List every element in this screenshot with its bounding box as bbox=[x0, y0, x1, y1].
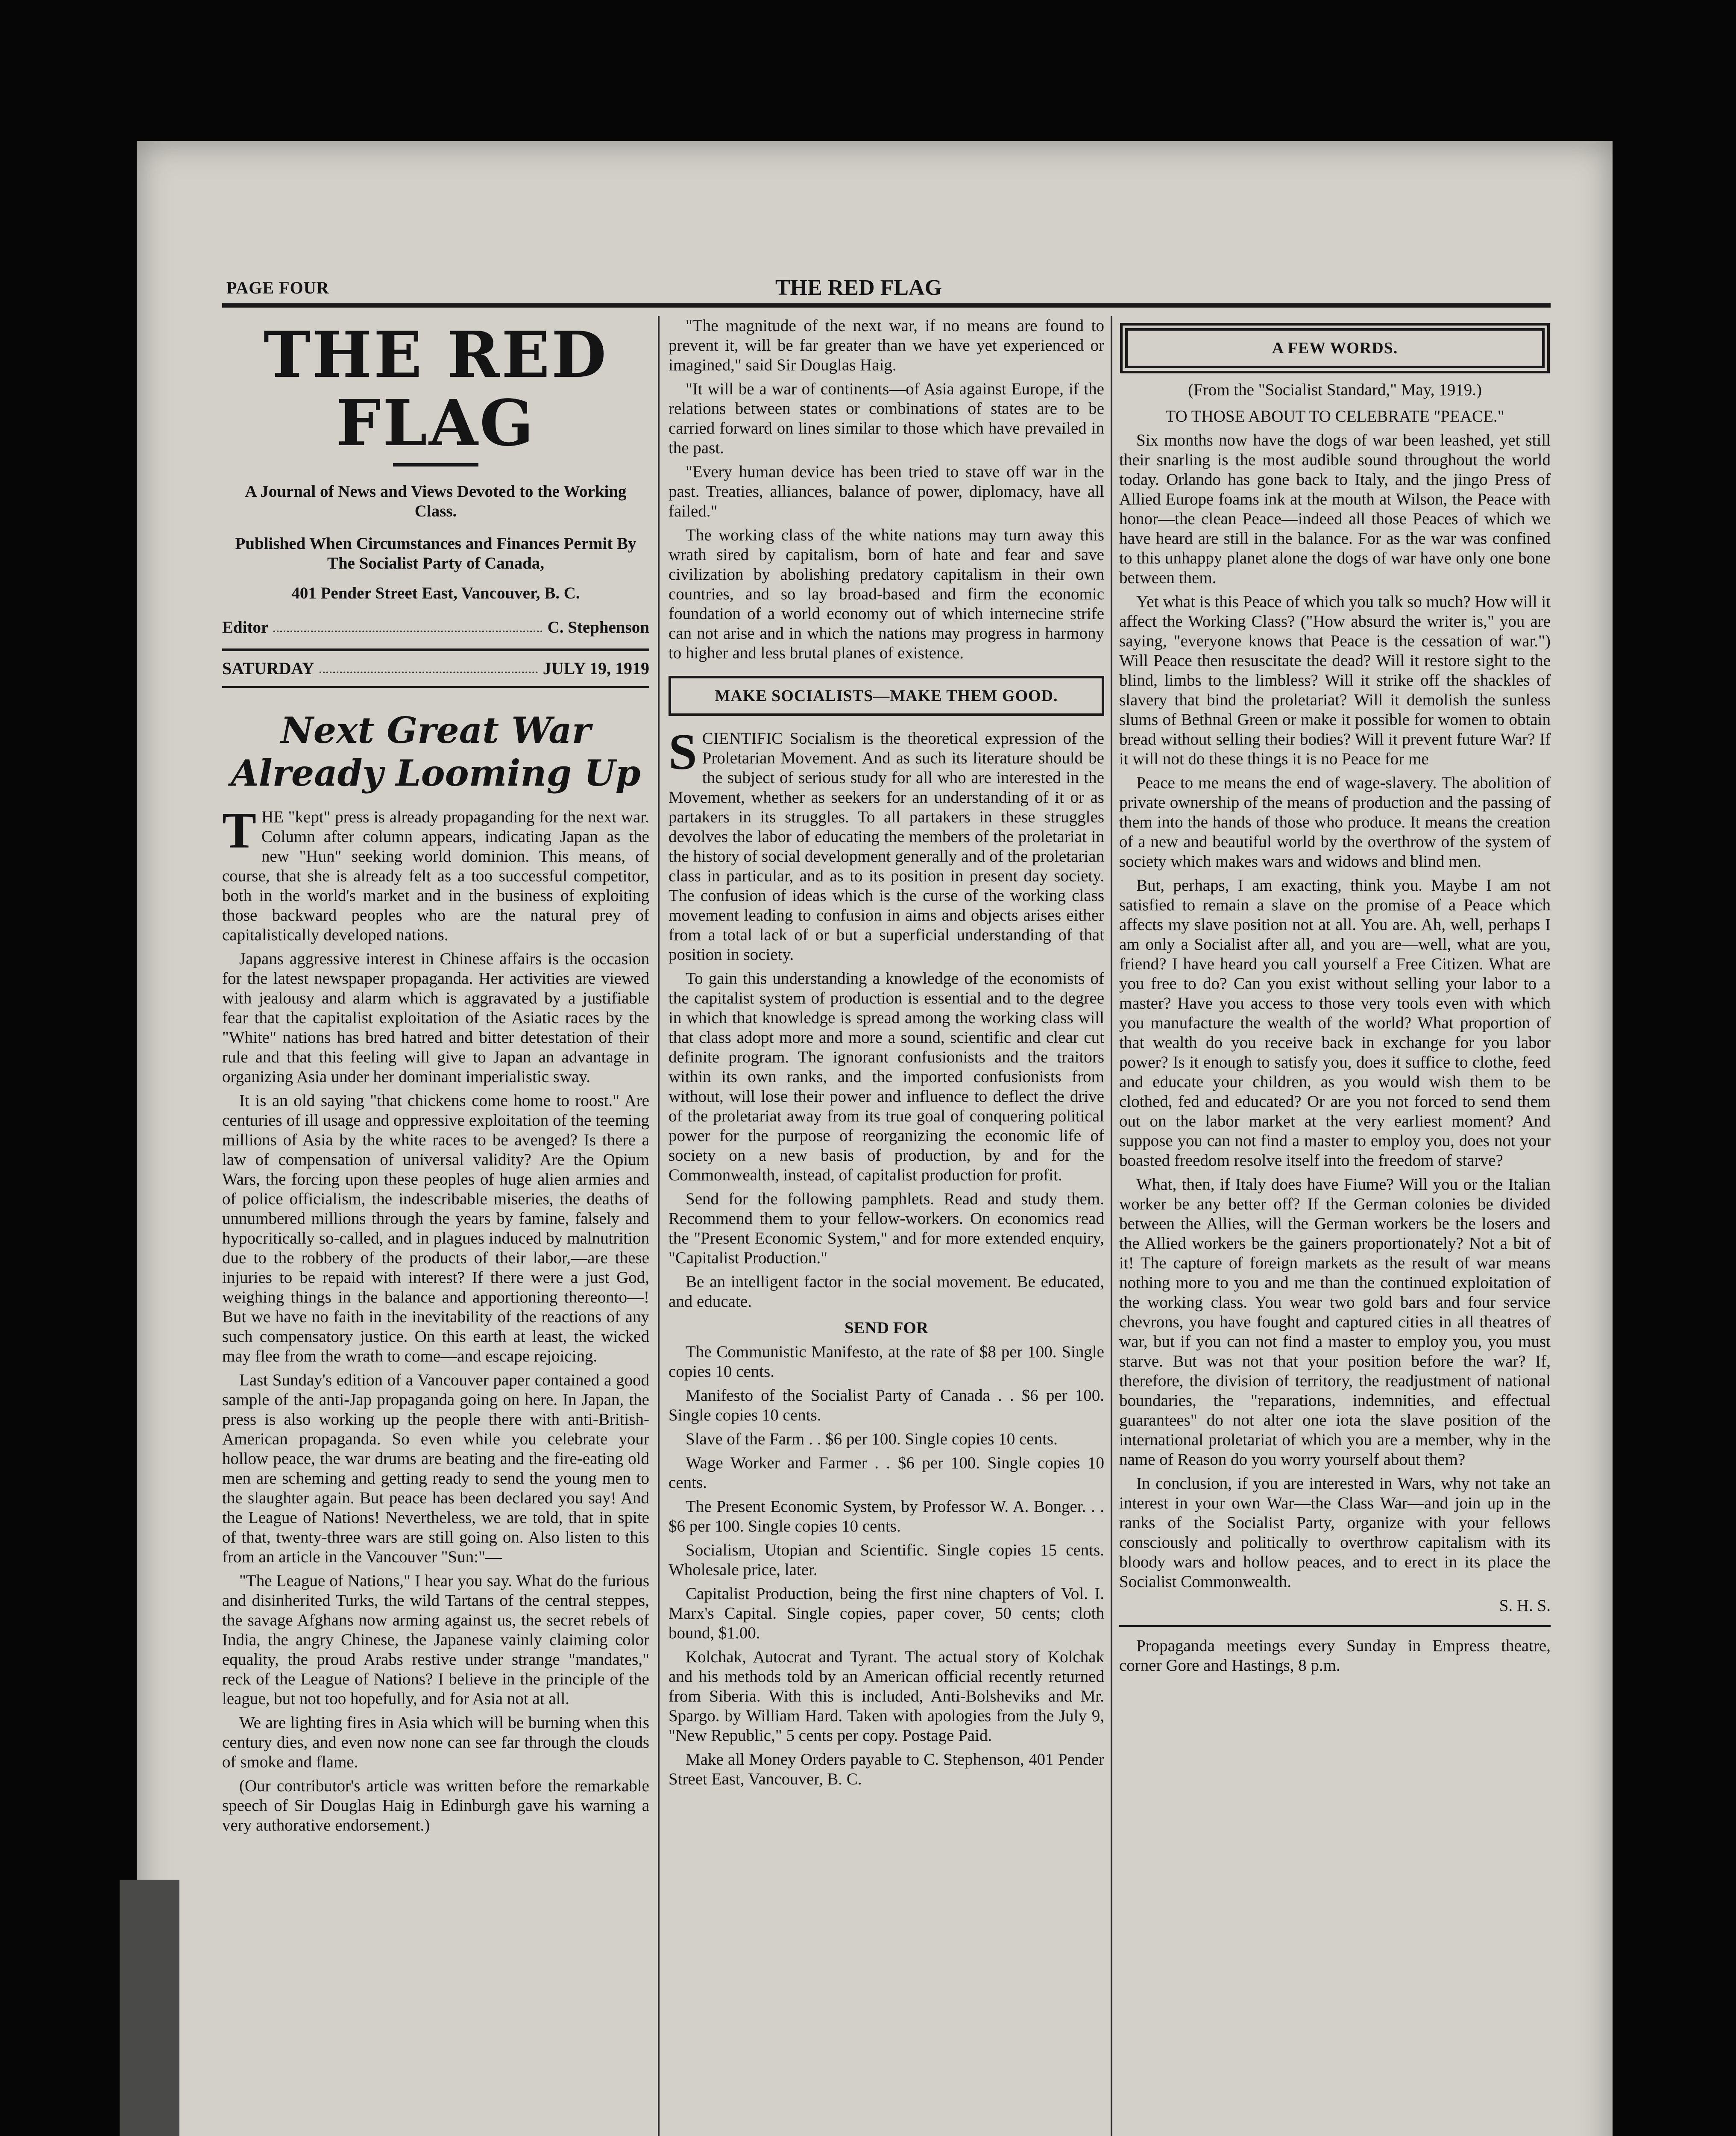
paragraph-text: HE "kept" press is already propaganding for the next war. Column after column appears, indicating Japan as the new "Hun" seeking world dominion. This means, of course, that she is already felt as a too successful competitor, both in the world's market and in the business of exploiting those backward peoples who are the natural prey of capitalistically developed nations. bbox=[222, 808, 649, 944]
page-label: PAGE FOUR bbox=[226, 278, 329, 297]
editor-name: C. Stephenson bbox=[547, 618, 649, 637]
issue-day: SATURDAY bbox=[222, 659, 314, 678]
pamphlet-item: Manifesto of the Socialist Party of Canada . . $6 per 100. Single copies 10 cents. bbox=[669, 1386, 1104, 1424]
masthead-title: THE RED FLAG bbox=[263, 317, 608, 460]
column-one bbox=[222, 316, 649, 1840]
article-paragraph: Peace to me means the end of wage-slavery. The abolition of private ownership of the means of production and the passing of them into the hands of those who produce. It means the creation of a new and beautiful world by the overthrow of the system of society which makes wars and widows and blind men. bbox=[1119, 774, 1551, 871]
pamphlet-item: The Communistic Manifesto, at the rate of $8 per 100. Single copies 10 cents. bbox=[669, 1343, 1104, 1381]
pamphlet-item: Slave of the Farm . . $6 per 100. Single copies 10 cents. bbox=[686, 1430, 1058, 1448]
date-line bbox=[222, 659, 649, 678]
article-paragraph: It is an old saying "that chickens come home to roost." Are centuries of ill usage and oppressive exploitation of the teeming millions of Asia by the white races to be avenged? Is there a law of compensation of universal validity? Are the Opium Wars, the forcing upon these peoples of huge alien armies and of police officialism, the indescribable miseries, the deaths of unnumbered millions through the years by famine, falsely and hypocritically so-called, and in plagues induced by malnutrition due to the robbery of the products of their labor,—are these injuries to be repaid with interest? If there were a just God, weighing things in the balance and apportioning thereonto—! But we have no faith in the inevitability of the reactions of any such compensatory justice. On this earth at least, the wicked may flee from the wrath to come—and escape rejoicing. bbox=[222, 1091, 649, 1365]
meeting-notice: Propaganda meetings every Sunday in Empress theatre, corner Gore and Hastings, 8 p.m. bbox=[1119, 1637, 1551, 1675]
pamphlet-item: Kolchak, Autocrat and Tyrant. The actual story of Kolchak and his methods told by an American official recently returned from Siberia. With this is included, Anti-Bolsheviks and Mr. Spargo. by William Hard. Taken with apologies from the July 9, "New Republic," 5 cents per copy. Postage Paid. bbox=[669, 1648, 1104, 1745]
quote-paragraph: "It will be a war of continents—of Asia against Europe, if the relations between states or combinations of states are to be carried forward on lines similar to those which have prevailed in the past. bbox=[669, 380, 1104, 457]
rule bbox=[222, 648, 649, 651]
running-header bbox=[226, 278, 1551, 303]
masthead-tagline: A Journal of News and Views Devoted to the Working Class. bbox=[245, 482, 627, 520]
article-paragraph: Send for the following pamphlets. Read and study them. Recommend them to your fellow-workers. On economics read the "Present Economic System," and for more extended enquiry, "Capitalist Production." bbox=[669, 1190, 1104, 1267]
article-headline: Next Great War Already Looming Up bbox=[231, 709, 641, 794]
column-three bbox=[1119, 316, 1551, 1680]
page-fold-shadow bbox=[120, 1880, 179, 2136]
column-divider bbox=[658, 316, 660, 2136]
article-paragraph: (Our contributor's article was written before the remarkable speech of Sir Douglas Haig in Edinburgh gave his warning a very authorative endorsement.) bbox=[222, 1777, 649, 1834]
article-title: TO THOSE ABOUT TO CELEBRATE "PEACE." bbox=[1165, 407, 1504, 425]
article-paragraph: Yet what is this Peace of which you talk so much? How will it affect the Working Class? ("How absurd the writer is," you are saying, "everyone knows that Peace is the cessation of war.") Will Peace then resuscitate the dead? Will it restore sight to the blind, limbs to the limbless? Will it strike off the shackles of slavery that bind the proletariat? Will it demolish the sunless slums of Bethnal Green or make it possible for women to obtain bread without selling their bodies? Will it prevent future War? If it will not do these things it is no Peace for me bbox=[1119, 593, 1551, 768]
paragraph-text: CIENTIFIC Socialism is the theoretical expression of the Proletarian Movement. And as such its literature should be the subject of serious study for all who are interested in the Movement, whether as seekers for an understanding of it or as partakers in its struggles. To all partakers in these struggles devolves the labor of educating the members of the proletariat in the history of social development generally and of the proletarian class in particular, and as to its position in present day society. The confusion of ideas which is the curse of the working class movement leading to confusion in aims and objects arises either from a total lack of or but a superficial understanding of that position in society. bbox=[669, 729, 1104, 964]
source-line: (From the "Socialist Standard," May, 1919.) bbox=[1188, 381, 1482, 399]
editor-label: Editor bbox=[222, 618, 269, 637]
header-rule bbox=[222, 303, 1551, 308]
article-paragraph: Japans aggressive interest in Chinese affairs is the occasion for the latest newspaper propaganda. Her activities are viewed with jealousy and alarm which is aggravated by a justifiable fear that the capitalist exploitation of the Asiatic races by the "White" nations has bred hatred and bitter detestation of their rule and that this feeling will give to Japan an advantage in organizing Asia under her dominant imperialistic sway. bbox=[222, 950, 649, 1086]
masthead-rule bbox=[393, 463, 478, 467]
column-two bbox=[669, 316, 1104, 1793]
pamphlet-item: Socialism, Utopian and Scientific. Single copies 15 cents. Wholesale price, later. bbox=[669, 1541, 1104, 1579]
rule bbox=[1119, 1625, 1551, 1627]
pamphlet-item: Wage Worker and Farmer . . $6 per 100. Single copies 10 cents. bbox=[669, 1454, 1104, 1492]
leader-dots bbox=[320, 659, 538, 673]
masthead-address: 401 Pender Street East, Vancouver, B. C. bbox=[291, 584, 580, 602]
pamphlet-item: Capitalist Production, being the first nine chapters of Vol. I. Marx's Capital. Single copies, paper cover, 50 cents; cloth bound, $1.00. bbox=[669, 1584, 1104, 1642]
drop-cap: T bbox=[222, 802, 257, 859]
leader-dots bbox=[273, 618, 542, 632]
boxed-heading: MAKE SOCIALISTS—MAKE THEM GOOD. bbox=[669, 676, 1104, 716]
masthead-published: Published When Circumstances and Finances Permit By The Socialist Party of Canada, bbox=[235, 534, 636, 572]
pamphlet-item: The Present Economic System, by Professor W. A. Bonger. . . $6 per 100. Single copies 10 cents. bbox=[669, 1497, 1104, 1535]
signature: S. H. S. bbox=[1499, 1596, 1551, 1615]
quote-paragraph: "The magnitude of the next war, if no means are found to prevent it, will be far greater than we have yet experienced or imagined," said Sir Douglas Haig. bbox=[669, 317, 1104, 374]
section-title: SEND FOR bbox=[844, 1319, 929, 1337]
rule bbox=[222, 686, 649, 688]
article-paragraph: To gain this understanding a knowledge of the economists of the capitalist system of production is essential and to the degree in which that knowledge is spread among the working class will that class adopt more and more a sound, scientific and clear cut definite program. The ignorant confusionists and the traitors within its own ranks, and the imported confusionists from without, will lose their power and influence to deflect the drive of the proletariat away from its true goal of conquering political power for the purpose of reorganizing the economic life of society on a new basis of production, by and for the Commonwealth, instead, of capitalist production for profit. bbox=[669, 969, 1104, 1184]
article-paragraph: In conclusion, if you are interested in Wars, why not take an interest in your own War—the Class War—and join up in the ranks of the Socialist Party, organize with your fellows consciously and politically to overthrow capitalism with its bloody wars and hollow peaces, and to erect in its place the Socialist Commonwealth. bbox=[1119, 1474, 1551, 1591]
article-paragraph: But, perhaps, I am exacting, think you. Maybe I am not satisfied to remain a slave on the promise of a Peace which affects my slave position not at all. You are. Ah, well, perhaps I am only a Socialist after all, and you are—well, what are you, friend? I have heard you call yourself a Free Citizen. What are you free to do? Can you exist without selling your labor to a master? Have you access to those very tools even with which you manufacture the wealth of the world? What proportion of that wealth do you receive back in exchange for you labor power? Is it enough to satisfy you, does it suffice to clothe, feed and educate your children, as you would wish them to be clothed, fed and educated? Or are you not forced to send them out on the labor market at the very earliest moment? And suppose you can not find a master to employ you, does not your boasted freedom resolve itself into the freedom of starve? bbox=[1119, 876, 1551, 1170]
header-paper-name: THE RED FLAG bbox=[775, 276, 942, 300]
column-divider bbox=[1111, 316, 1112, 2136]
signature-line bbox=[1119, 1596, 1551, 1616]
article-paragraph: Be an intelligent factor in the social movement. Be educated, and educate. bbox=[669, 1273, 1104, 1311]
quote-paragraph: "Every human device has been tried to stave off war in the past. Treaties, alliances, balance of power, diplomacy, have all failed." bbox=[669, 463, 1104, 520]
article-paragraph: Six months now have the dogs of war been leashed, yet still their snarling is the most audible sound throughout the world today. Orlando has gone back to Italy, and the jingo Press of Allied Europe foams ink at the mouth at Wilson, the Peace with honor—the clean Peace—indeed all those Peaces of which we have heard are still in the balance. For as the war was confined to this unhappy planet alone the dogs of war have only one bone between them. bbox=[1119, 431, 1551, 587]
article-paragraph: We are lighting fires in Asia which will be burning when this century dies, and even now none can see far through the clouds of smoke and flame. bbox=[222, 1713, 649, 1771]
article-paragraph: What, then, if Italy does have Fiume? Will you or the Italian worker be any better off? If the German colonies be divided between the Allies, will the German workers be the losers and the Allied workers be the gainers proportionately? Not a bit of it! The capture of foreign markets as the result of war means nothing more to you and me than the continued exploitation of the working class. You wear two gold bars and four service chevrons, you have fought and captured cities in all theatres of war, but if you can not find a master to employ you, you must starve. But was not that your position before the war? If, therefore, the division of territory, the readjustment of national boundaries, the "reparations, indemnities, and effectual guarantees" do not alter one iota the slave position of the international proletariat of which you are a member, why in the name of Reason do you worry yourself about them? bbox=[1119, 1175, 1551, 1469]
issue-date: JULY 19, 1919 bbox=[542, 659, 649, 678]
drop-cap: S bbox=[669, 723, 697, 780]
article-paragraph: The working class of the white nations may turn away this wrath sired by capitalism, born of hate and fear and save civilization by abolishing predatory capitalism in their own countries, and so lay broad-based and firm the economic foundation of a world economy out of which internecine strife can not arise and in which the nations may progress in harmony to higher and less brutal planes of existence. bbox=[669, 526, 1104, 662]
article-paragraph: Last Sunday's edition of a Vancouver paper contained a good sample of the anti-Jap propaganda going on here. In Japan, the press is also working up the people there with anti-British-American propaganda. So even while you celebrate your hollow peace, the war drums are beating and the fire-eating old men are scheming and getting ready to send the young men to the slaughter again. But peace has been declared you say! And the League of Nations! Nevertheless, we are told, that in spite of that, twenty-three wars are still going on. Also listen to this from an article in the Vancouver "Sun:"— bbox=[222, 1371, 649, 1566]
article-paragraph bbox=[222, 802, 649, 945]
boxed-heading: A FEW WORDS. bbox=[1125, 328, 1545, 368]
editor-line bbox=[222, 618, 649, 637]
article-paragraph bbox=[669, 723, 1104, 965]
article-paragraph: "The League of Nations," I hear you say. What do the furious and disinherited Turks, the wild Tartans of the central steppes, the savage Afghans now arming against us, the secret rebels of India, the angry Chinese, the Japanese vainly claiming color equality, the proud Arabs restive under strange "mandates," reck of the League of Nations? I believe in the principle of the league, but not too hopefully, and for Asia not at all. bbox=[222, 1572, 649, 1708]
money-order-note: Make all Money Orders payable to C. Stephenson, 401 Pender Street East, Vancouver, B. C. bbox=[669, 1750, 1104, 1788]
